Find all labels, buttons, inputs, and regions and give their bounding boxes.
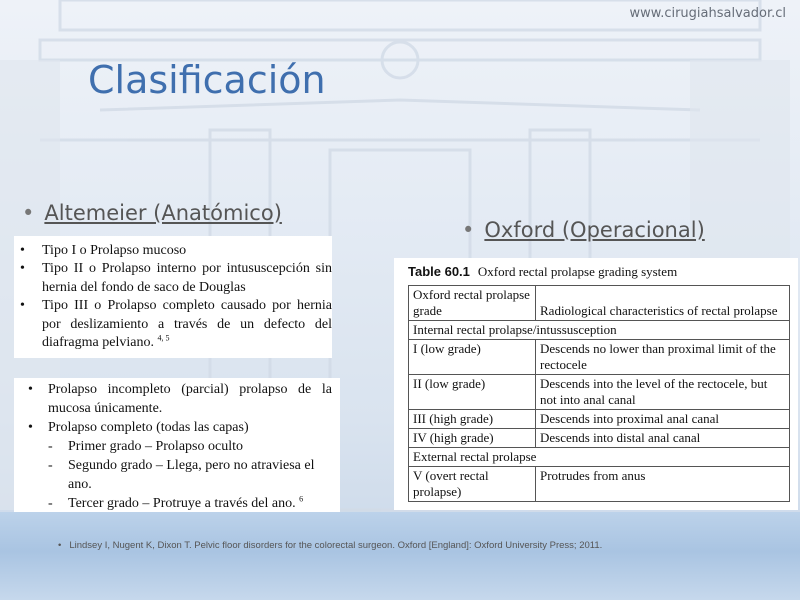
oxford-table-panel: [394, 258, 798, 510]
table-section-row: [409, 448, 790, 467]
website-url: www.cirugiahsalvador.cl: [629, 6, 786, 21]
list-item-text: Tipo I o Prolapso mucoso: [42, 243, 187, 258]
table-label: Table 60.1: [408, 264, 470, 279]
oxford-table: [408, 285, 790, 502]
oxford-heading-text: Oxford (Operacional): [484, 218, 705, 242]
grade-cell: I (low grade): [409, 340, 536, 375]
list-item-text: Tipo II o Prolapso interno por intususcepción sin hernia del fondo de saco de Douglas: [42, 261, 332, 295]
table-title: Oxford rectal prolapse grading system: [477, 264, 678, 279]
desc-cell: Descends into proximal anal canal: [536, 410, 790, 429]
bullet-icon: •: [58, 540, 62, 551]
grade-cell: IV (high grade): [409, 429, 536, 448]
altemeier-heading-text: Altemeier (Anatómico): [44, 201, 282, 225]
list-item: [14, 242, 332, 260]
table-section-row: [409, 321, 790, 340]
column-header: Oxford rectal prolapse grade: [409, 286, 536, 321]
oxford-heading: [462, 218, 705, 242]
list-item: • Prolapso completo (todas las capas): [14, 418, 332, 437]
list-item: • Prolapso incompleto (parcial) prolapso de la mucosa únicamente.: [14, 380, 332, 418]
reference-text: Lindsey I, Nugent K, Dixon T. Pelvic floor disorders for the colorectal surgeon. Oxford [England]: Oxford University Press; 2011.: [69, 540, 603, 551]
desc-cell: Descends no lower than proximal limit of the rectocele: [536, 340, 790, 375]
desc-cell: Descends into the level of the rectocele, but not into anal canal: [536, 375, 790, 410]
altemeier-heading: [22, 201, 282, 225]
sub-list-item-text: Tercer grado – Protruye a través del ano.: [68, 496, 296, 511]
citation-ref: 6: [299, 494, 304, 504]
column-header: Radiological characteristics of rectal prolapse: [536, 286, 790, 321]
footer-band: [0, 512, 800, 600]
sub-list-item: - Segundo grado – Llega, pero no atraviesa el ano.: [14, 456, 332, 494]
citation-ref: 4, 5: [157, 333, 170, 343]
reference: [58, 540, 602, 551]
desc-cell: Descends into distal anal canal: [536, 429, 790, 448]
bullet-icon: •: [22, 201, 35, 225]
table-row: [409, 375, 790, 410]
section-header: External rectal prolapse: [409, 448, 790, 467]
desc-cell: Protrudes from anus: [536, 467, 790, 502]
table-header-row: [409, 286, 790, 321]
altemeier-types-list: [14, 236, 332, 352]
table-row: [409, 467, 790, 502]
bullet-icon: •: [462, 218, 475, 242]
table-row: [409, 429, 790, 448]
table-caption: [408, 264, 677, 280]
table-row: [409, 410, 790, 429]
section-header: Internal rectal prolapse/intussusception: [409, 321, 790, 340]
grade-cell: III (high grade): [409, 410, 536, 429]
sub-list-item: - Primer grado – Prolapso oculto: [14, 437, 332, 456]
slide-title: Clasificación: [88, 58, 326, 102]
grade-cell: V (overt rectal prolapse): [409, 467, 536, 502]
list-item: [14, 297, 332, 352]
altemeier-grades-list: [14, 378, 340, 513]
altemeier-types-panel: [14, 236, 332, 358]
list-item: [14, 260, 332, 297]
sub-list-item: [14, 494, 332, 513]
altemeier-grades-panel: [14, 378, 340, 512]
grade-cell: II (low grade): [409, 375, 536, 410]
table-row: [409, 340, 790, 375]
list-item-text: Tipo III o Prolapso completo causado por hernia por deslizamiento a través de un defecto del diafragma pelviano.: [42, 298, 332, 351]
